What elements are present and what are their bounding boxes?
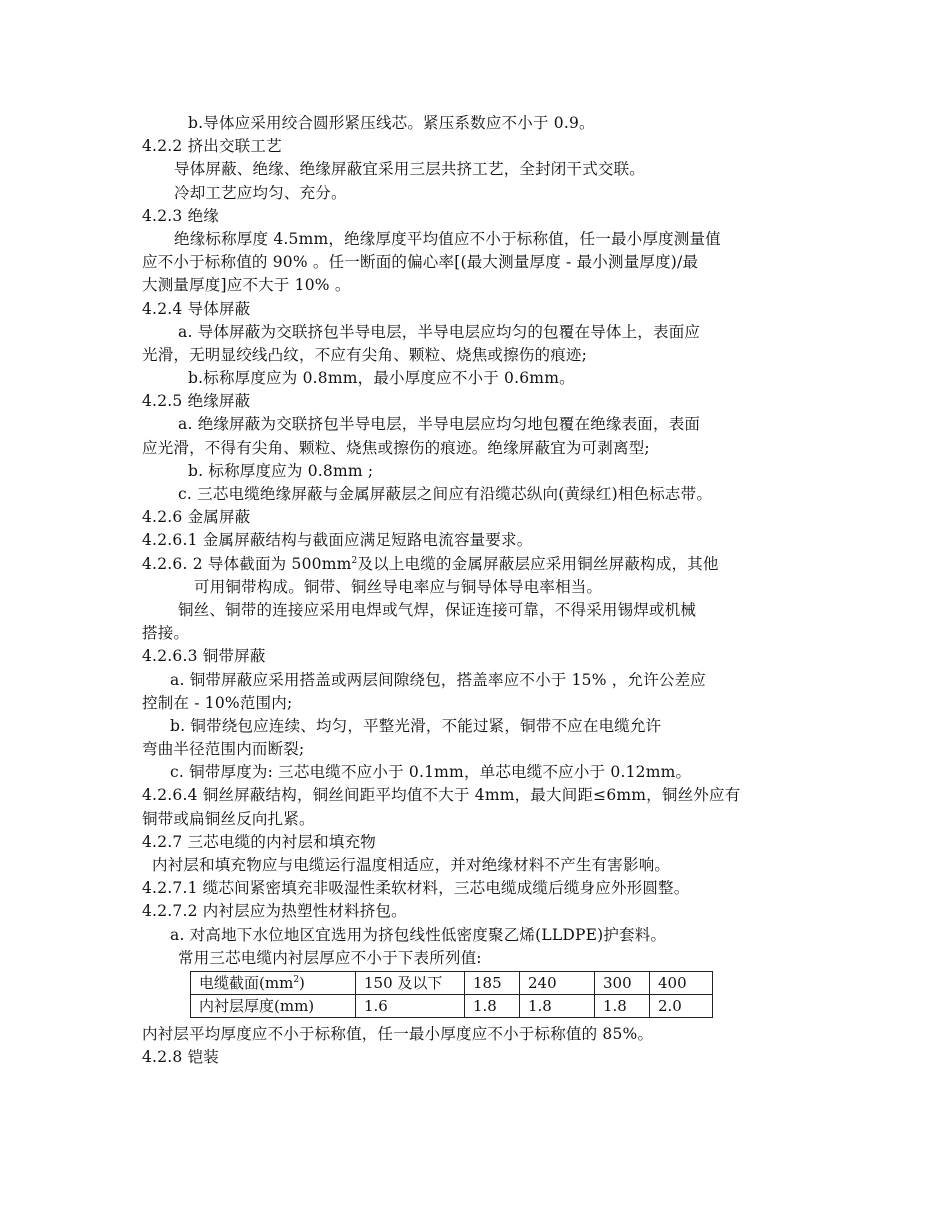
paragraph-line: 弯曲半径范围内而断裂;: [142, 740, 305, 759]
paragraph-line: 冷却工艺应均匀、充分。: [174, 183, 347, 202]
table-cell: 1.8: [595, 994, 650, 1017]
paragraph-line: 控制在 - 10%范围内;: [142, 693, 293, 712]
paragraph-line: b. 铜带绕包应连续、均匀，平整光滑，不能过紧，铜带不应在电缆允许: [170, 716, 662, 735]
table-cell: 300: [595, 971, 650, 994]
paragraph-line: b.导体应采用绞合圆形紧压线芯。紧压系数应不小于 0.9。: [188, 114, 595, 132]
section-heading: 4.2.6 金属屏蔽: [142, 508, 251, 527]
table-header-label: 电缆截面(mm: [199, 974, 294, 993]
section-heading: 4.2.5 绝缘屏蔽: [142, 392, 251, 411]
paragraph-line: 内衬层和填充物应与电缆运行温度相适应，并对绝缘材料不产生有害影响。: [152, 856, 671, 874]
paragraph-line: 搭接。: [142, 624, 190, 643]
table-row: [191, 971, 713, 994]
paragraph-line: 铜带或扁铜丝反向扎紧。: [142, 809, 315, 828]
paragraph-line: 4.2.6.4 铜丝屏蔽结构，铜丝间距平均值不大于 4mm，最大间距≤6mm，铜丝外应有: [142, 786, 741, 805]
text-fragment: 及以上电缆的金属屏蔽层应采用铜丝屏蔽构成，其他: [357, 554, 719, 573]
paragraph-line: 4.2.6.1 金属屏蔽结构与截面应满足短路电流容量要求。: [142, 531, 533, 550]
paragraph-line: 铜丝、铜带的连接应采用电焊或气焊，保证连接可靠，不得采用锡焊或机械: [178, 600, 697, 619]
section-heading: 4.2.2 挤出交联工艺: [142, 137, 282, 156]
table-cell: 185: [465, 971, 520, 994]
paragraph-line: 应不小于标称值的 90% 。任一断面的偏心率[(最大测量厚度 - 最小测量厚度)/最: [142, 253, 699, 272]
table-cell: 2.0: [650, 994, 713, 1017]
table-cell: 400: [650, 971, 713, 994]
table-cell: 1.8: [465, 994, 520, 1017]
table-cell: 240: [520, 971, 595, 994]
section-heading: 4.2.4 导体屏蔽: [142, 299, 251, 318]
paragraph-line: 4.2.7.2 内衬层应为热塑性材料挤包。: [142, 902, 407, 921]
paragraph-line: a. 导体屏蔽为交联挤包半导电层，半导电层应均匀的包覆在导体上，表面应: [178, 322, 701, 341]
paragraph-line: 可用铜带构成。铜带、铜丝导电率应与铜导体导电率相当。: [194, 577, 603, 596]
paragraph-line: 大测量厚度]应不大于 10% 。: [142, 276, 351, 295]
paragraph-line: 光滑，无明显绞线凸纹，不应有尖角、颗粒、烧焦或擦伤的痕迹;: [142, 345, 588, 364]
inner-lining-thickness-table: [190, 971, 713, 1018]
superscript: 2: [351, 555, 358, 566]
section-heading: 4.2.6.3 铜带屏蔽: [142, 647, 266, 666]
document-body: [142, 112, 822, 1069]
paragraph-line: [142, 553, 822, 576]
paragraph-line: b. 标称厚度应为 0.8mm ;: [188, 461, 374, 480]
paragraph-line: 应光滑，不得有尖角、颗粒、烧焦或擦伤的痕迹。绝缘屏蔽宜为可剥离型;: [142, 438, 650, 457]
section-heading: 4.2.8 铠装: [142, 1048, 219, 1067]
paragraph-line: 常用三芯电缆内衬层厚应不小于下表所列值:: [178, 948, 482, 967]
paragraph-line: c. 三芯电缆绝缘屏蔽与金属屏蔽层之间应有沿缆芯纵向(黄绿红)相色标志带。: [178, 485, 713, 503]
paragraph-line: a. 对高地下水位地区宜选用为挤包线性低密度聚乙烯(LLDPE)护套料。: [170, 925, 667, 944]
paragraph-line: a. 铜带屏蔽应采用搭盖或两层间隙绕包，搭盖率应不小于 15% ，允许公差应: [170, 670, 707, 689]
table-cell: 150 及以下: [356, 971, 465, 994]
paragraph-line: b.标称厚度应为 0.8mm，最小厚度应不小于 0.6mm。: [188, 369, 575, 388]
paragraph-line: c. 铜带厚度为: 三芯电缆不应小于 0.1mm，单芯电缆不应小于 0.12mm。: [170, 763, 692, 782]
paragraph-line: a. 绝缘屏蔽为交联挤包半导电层，半导电层应均匀地包覆在绝缘表面，表面: [178, 415, 701, 434]
table-header-cell: [191, 971, 356, 994]
text-fragment: 4.2.6. 2 导体截面为 500mm: [142, 554, 352, 573]
paragraph-line: 内衬层平均厚度应不小于标称值，任一最小厚度应不小于标称值的 85%。: [142, 1024, 654, 1043]
table-header-cell: 内衬层厚度(mm): [191, 994, 356, 1017]
table-row: [191, 994, 713, 1017]
section-heading: 4.2.7 三芯电缆的内衬层和填充物: [142, 832, 376, 851]
table-cell: 1.8: [520, 994, 595, 1017]
paragraph-line: 导体屏蔽、绝缘、绝缘屏蔽宜采用三层共挤工艺，全封闭干式交联。: [174, 160, 646, 179]
paragraph-line: 4.2.7.1 缆芯间紧密填充非吸湿性柔软材料，三芯电缆成缆后缆身应外形圆整。: [142, 879, 690, 898]
superscript: 2: [293, 975, 300, 986]
paragraph-line: 绝缘标称厚度 4.5mm，绝缘厚度平均值应不小于标称值，任一最小厚度测量值: [174, 229, 721, 248]
thickness-table-wrapper: [142, 970, 822, 1023]
section-heading: 4.2.3 绝缘: [142, 206, 219, 225]
table-cell: 1.6: [356, 994, 465, 1017]
table-header-close: ): [299, 974, 305, 993]
